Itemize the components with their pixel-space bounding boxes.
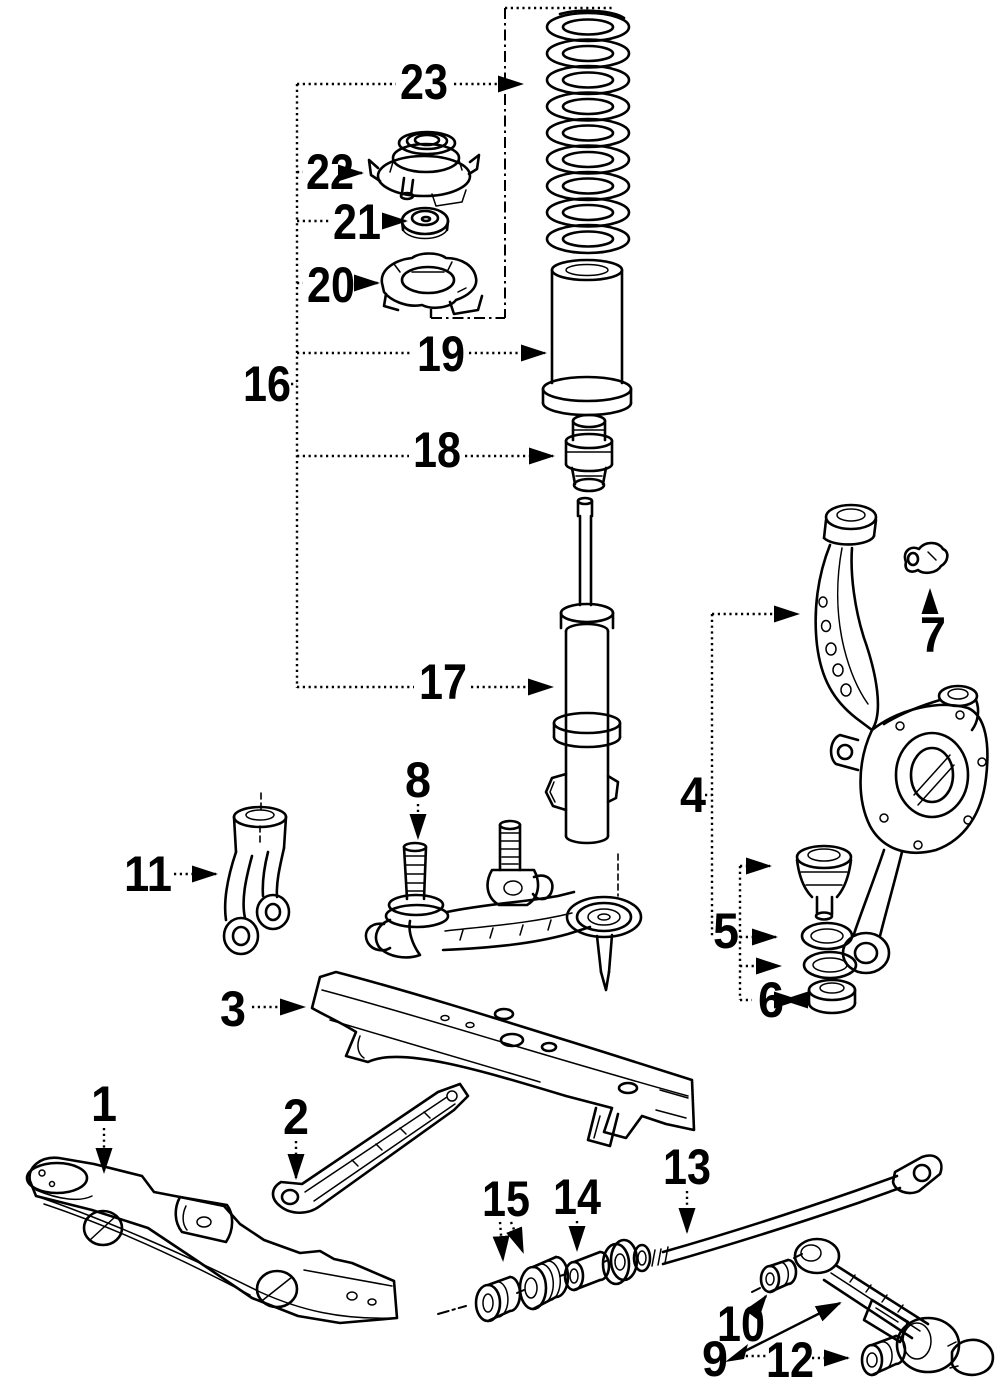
callout-10-number: 10 — [717, 1296, 765, 1352]
shock-fork — [224, 793, 289, 954]
ball-joint-set — [797, 846, 856, 978]
callout-17[interactable] — [297, 654, 552, 710]
callout-11[interactable] — [124, 846, 216, 902]
ball-joint-boot-cap — [809, 980, 855, 1013]
callout-16-number: 16 — [243, 356, 291, 412]
callout-20[interactable] — [297, 257, 378, 313]
callout-23[interactable] — [297, 54, 522, 110]
callout-3-number: 3 — [220, 981, 246, 1037]
coil-spring — [547, 11, 629, 253]
callout-13[interactable] — [663, 1139, 711, 1232]
callout-14[interactable] — [553, 1169, 601, 1250]
front-crossmember — [312, 972, 694, 1146]
callout-23-number: 23 — [400, 54, 448, 110]
callout-7[interactable] — [920, 590, 946, 663]
callout-9-number: 9 — [702, 1331, 728, 1387]
callout-2-number: 2 — [283, 1089, 309, 1145]
callout-12-number: 12 — [766, 1332, 814, 1388]
strut-mount — [369, 132, 479, 206]
bracket-group-4 — [705, 614, 712, 936]
callout-19-number: 19 — [417, 326, 465, 382]
lower-control-arm — [795, 1239, 993, 1375]
callout-20-number: 20 — [307, 257, 355, 313]
callout-4[interactable] — [680, 614, 798, 823]
callout-16[interactable] — [243, 356, 291, 412]
callout-22[interactable] — [297, 144, 362, 200]
bump-stop — [566, 415, 612, 491]
callout-17-number: 17 — [419, 654, 467, 710]
callout-8[interactable] — [405, 752, 431, 838]
callout-7-number: 7 — [920, 607, 946, 663]
radius-rod-bushings — [438, 1257, 608, 1321]
callout-6[interactable] — [740, 972, 798, 1028]
stop-bracket — [905, 543, 947, 573]
dust-cover — [543, 260, 631, 415]
callout-1[interactable] — [91, 1076, 117, 1172]
upper-control-arm — [366, 821, 641, 990]
callout-18[interactable] — [297, 422, 553, 478]
steering-knuckle — [816, 505, 988, 973]
callout-15-number: 15 — [482, 1171, 530, 1227]
shock-absorber — [546, 498, 620, 843]
callout-21[interactable] — [297, 194, 406, 250]
callout-19[interactable] — [297, 326, 545, 382]
callout-14-number: 14 — [553, 1169, 602, 1225]
bracket-group-16 — [291, 84, 297, 688]
callout-2[interactable] — [283, 1089, 309, 1178]
callout-4-number: 4 — [680, 767, 707, 823]
callout-12[interactable] — [766, 1332, 848, 1388]
callout-13-number: 13 — [663, 1139, 711, 1195]
callout-18-number: 18 — [413, 422, 461, 478]
callout-15[interactable] — [482, 1171, 530, 1260]
callout-8-number: 8 — [405, 752, 431, 808]
callout-5-number: 5 — [713, 903, 739, 959]
callout-1-number: 1 — [91, 1076, 117, 1132]
callout-11-number: 11 — [124, 846, 172, 902]
callout-6-number: 6 — [758, 972, 784, 1028]
callout-5[interactable] — [713, 866, 780, 966]
spring-seat-washer — [402, 208, 448, 239]
callout-22-number: 22 — [306, 144, 354, 200]
spring-seat-cushion — [382, 254, 482, 315]
radius-rod-washers — [603, 1240, 650, 1284]
callout-21-number: 21 — [333, 194, 381, 250]
callout-3[interactable] — [220, 981, 304, 1037]
